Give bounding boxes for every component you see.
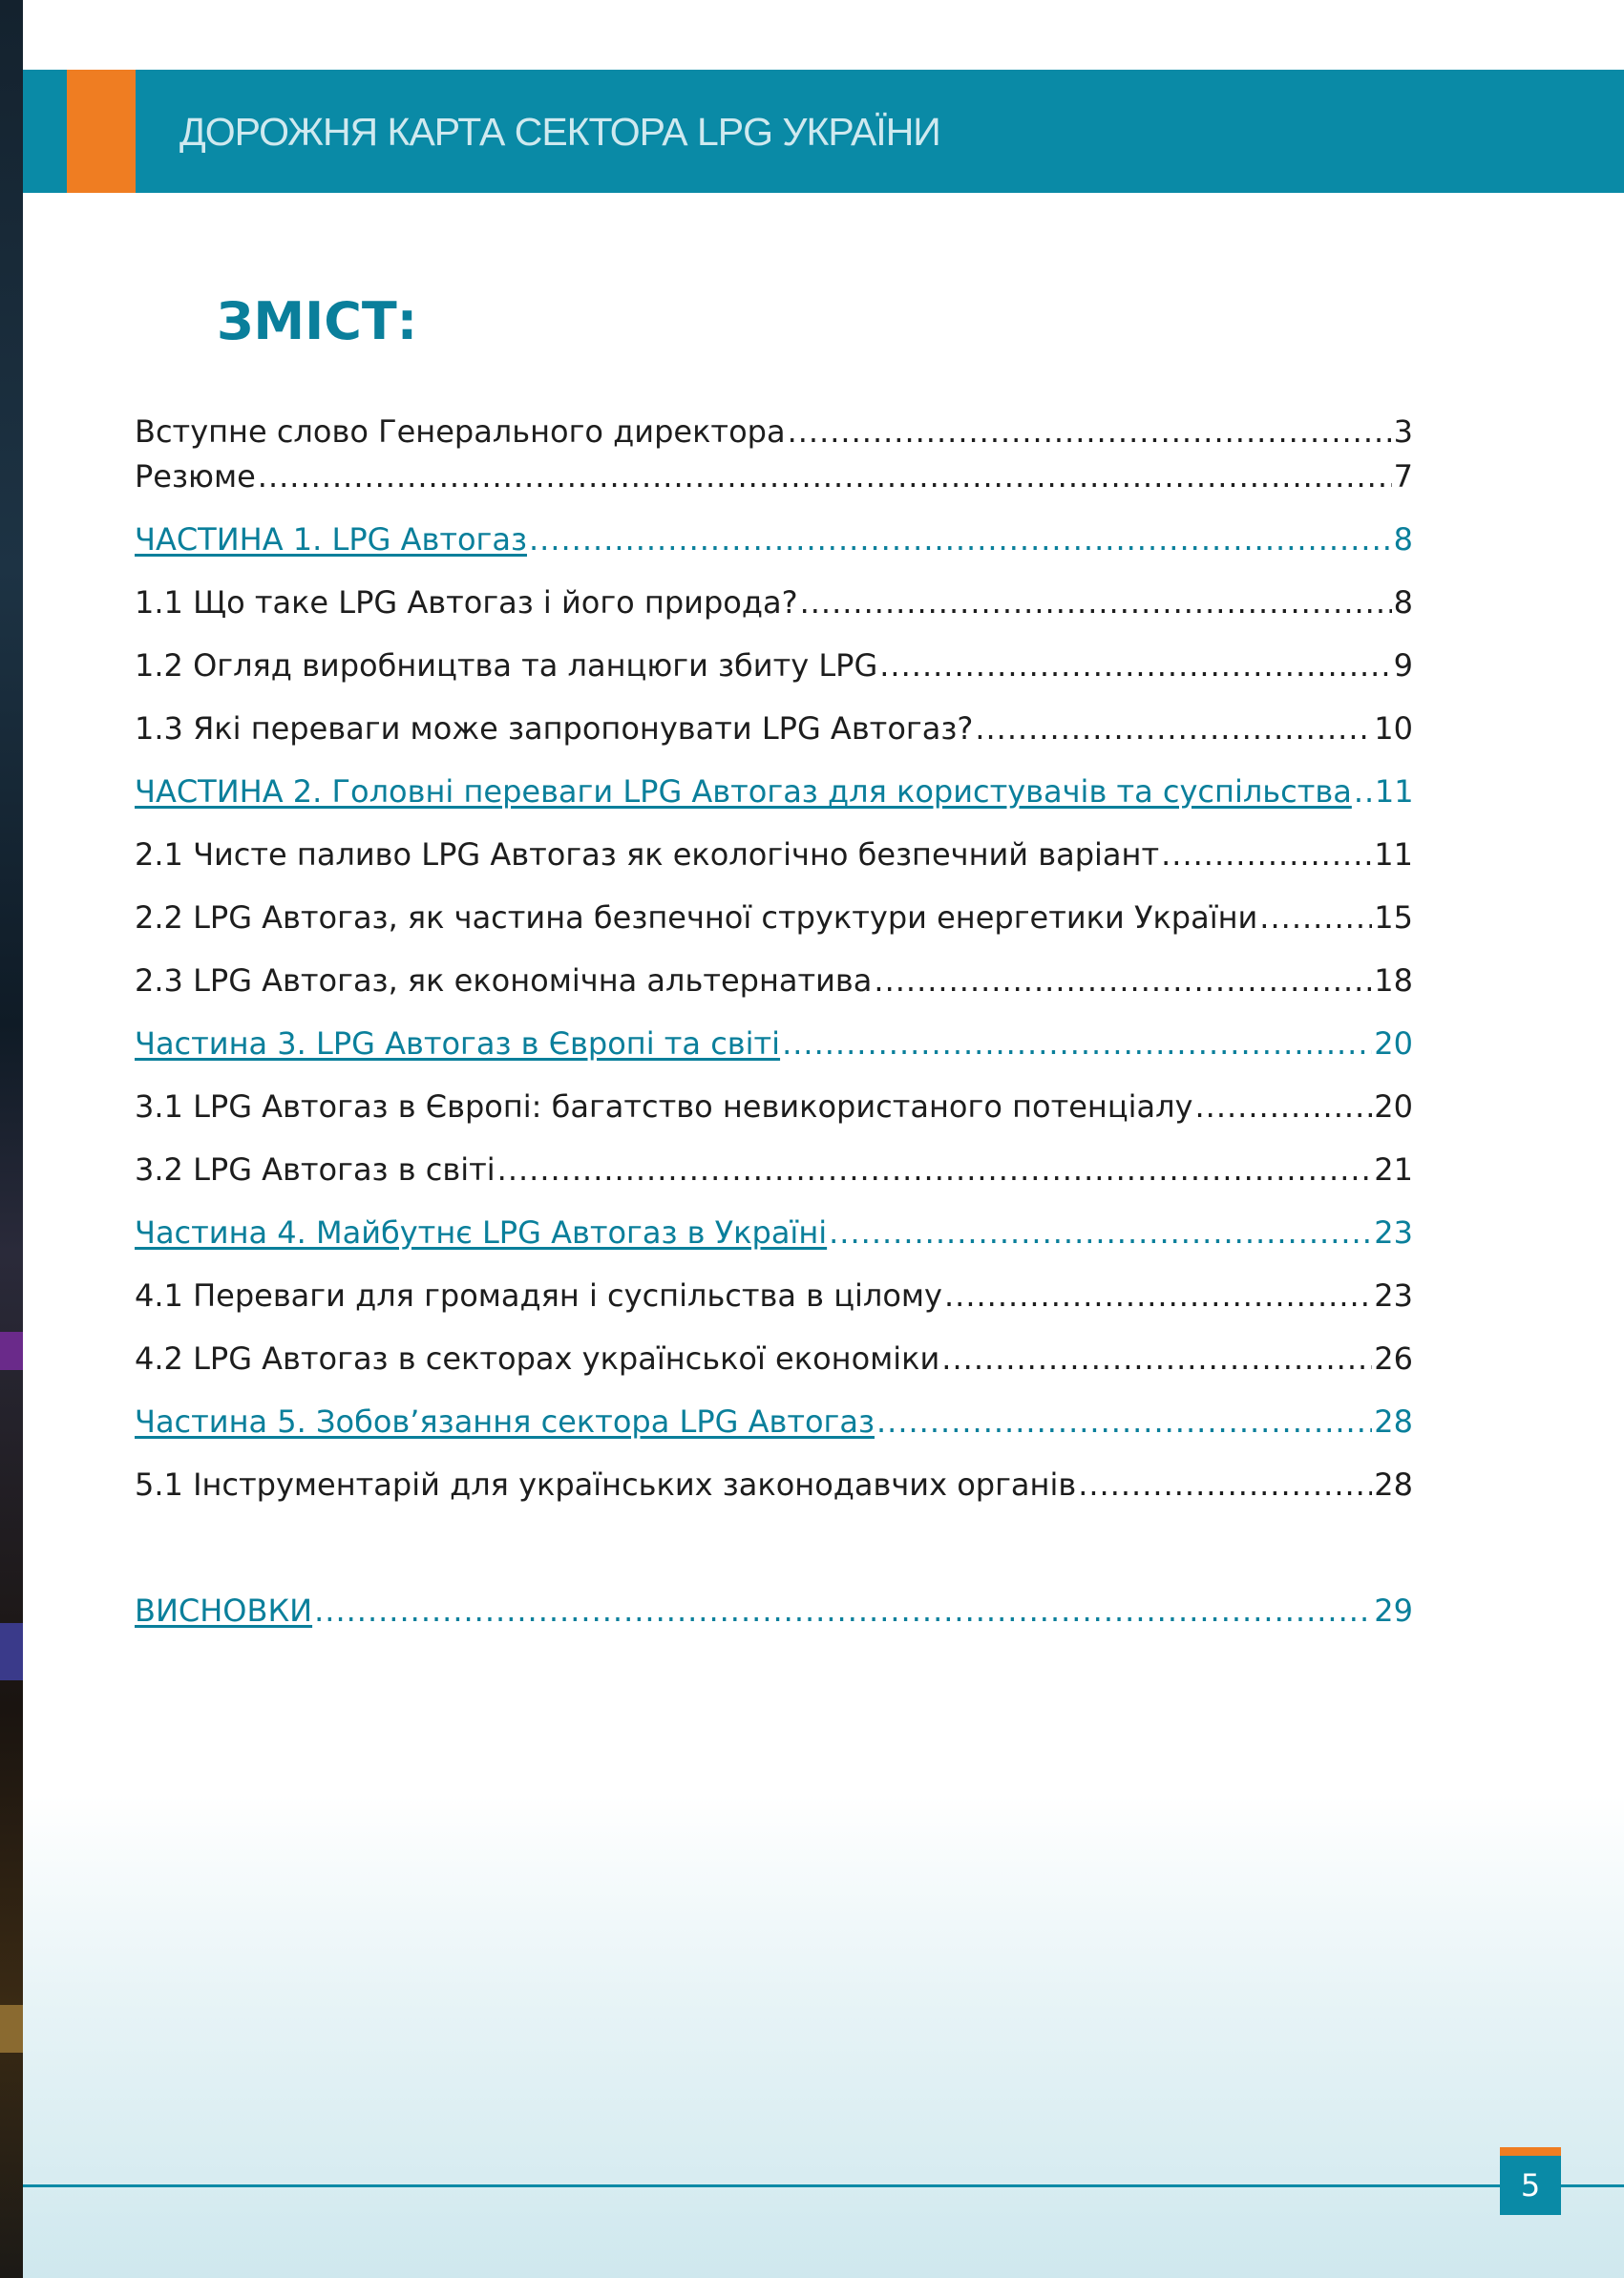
toc-entry[interactable] (135, 899, 1413, 941)
toc-entry-page: 29 (1374, 1592, 1413, 1629)
strip-light-spot (0, 1332, 23, 1370)
toc-entry-page: 3 (1393, 413, 1413, 450)
toc-entry[interactable] (135, 1277, 1413, 1319)
toc-entry-label: 1.1 Що таке LPG Автогаз і його природа? (135, 584, 798, 621)
strip-light-spot (0, 2005, 23, 2053)
toc-leader-dots (874, 962, 1372, 999)
toc-entry-page: 20 (1374, 1088, 1413, 1125)
toc-entry-label: ЧАСТИНА 1. LPG Автогаз (135, 521, 527, 558)
toc-leader-dots (782, 1025, 1372, 1062)
toc-entry-page: 18 (1374, 962, 1413, 999)
toc-entry-label: 3.2 LPG Автогаз в світі (135, 1151, 496, 1188)
toc-part-link[interactable] (135, 1025, 1413, 1067)
toc-entry[interactable] (135, 584, 1413, 626)
toc-entry-label: Частина 3. LPG Автогаз в Європі та світі (135, 1025, 781, 1062)
toc-entry-label: 4.1 Переваги для громадян і суспільства в цілому (135, 1277, 942, 1314)
toc-leader-dots (941, 1340, 1372, 1377)
toc-entry-page: 10 (1374, 710, 1413, 747)
toc-leader-dots (788, 413, 1392, 450)
toc-leader-dots (497, 1151, 1373, 1188)
toc-entry[interactable] (135, 458, 1413, 500)
toc-entry-label: 3.1 LPG Автогаз в Європі: багатство невикористаного потенціалу (135, 1088, 1193, 1125)
toc-entry-page: 28 (1374, 1466, 1413, 1503)
toc-entry-label: 4.2 LPG Автогаз в секторах української економіки (135, 1340, 940, 1377)
left-edge-photo-strip (0, 0, 23, 2278)
toc-part-link[interactable] (135, 1403, 1413, 1445)
toc-entry[interactable] (135, 1466, 1413, 1508)
toc-leader-dots (876, 1403, 1372, 1440)
toc-heading: ЗМІСТ: (217, 291, 418, 351)
toc-leader-dots (975, 710, 1372, 747)
toc-leader-dots (1078, 1466, 1372, 1503)
toc-entry-page: 15 (1374, 899, 1413, 936)
toc-leader-dots (800, 584, 1392, 621)
toc-entry-page: 7 (1393, 458, 1413, 495)
toc-entry[interactable] (135, 1340, 1413, 1382)
header-orange-accent (67, 70, 136, 193)
toc-entry-page: 28 (1374, 1403, 1413, 1440)
toc-entry-label: 1.3 Які переваги може запропонувати LPG Автогаз? (135, 710, 974, 747)
toc-part-link[interactable] (135, 1592, 1413, 1635)
toc-entry-page: 8 (1393, 521, 1413, 558)
toc-entry-label: 2.2 LPG Автогаз, як частина безпечної структури енергетики України (135, 899, 1258, 936)
toc-leader-dots (944, 1277, 1372, 1314)
toc-entry-label: Частина 4. Майбутнє LPG Автогаз в Україні (135, 1214, 828, 1251)
toc-part-link[interactable] (135, 1214, 1413, 1256)
toc-leader-dots (829, 1214, 1372, 1251)
toc-leader-dots (879, 647, 1391, 684)
toc-entry-page: 9 (1393, 647, 1413, 684)
toc-entry[interactable] (135, 647, 1413, 689)
toc-leader-dots (1194, 1088, 1372, 1125)
toc-entry-page: 8 (1393, 584, 1413, 621)
toc-part-link[interactable] (135, 521, 1413, 563)
toc-entry-label: 2.3 LPG Автогаз, як економічна альтернатива (135, 962, 873, 999)
toc-entry-label: Частина 5. Зобов’язання сектора LPG Автогаз (135, 1403, 875, 1440)
page-number-orange-accent (1500, 2147, 1561, 2156)
toc-leader-dots (258, 458, 1392, 495)
toc-leader-dots (1161, 836, 1372, 873)
strip-light-spot (0, 1623, 23, 1680)
toc-part-link[interactable] (135, 773, 1413, 815)
toc-entry-label: Резюме (135, 458, 256, 495)
toc-entry-label: 5.1 Інструментарій для українських законодавчих органів (135, 1466, 1077, 1503)
page-number: 5 (1500, 2156, 1561, 2215)
toc-entry-page: 11 (1374, 836, 1413, 873)
bottom-gradient-background (23, 1795, 1624, 2278)
toc-entry-page: 11 (1374, 773, 1414, 810)
toc-entry-page: 23 (1374, 1277, 1413, 1314)
document-title: ДОРОЖНЯ КАРТА СЕКТОРА LPG УКРАЇНИ (179, 110, 940, 154)
toc-entry-label: ВИСНОВКИ (135, 1592, 313, 1629)
toc-entry[interactable] (135, 836, 1413, 878)
toc-leader-dots (529, 521, 1392, 558)
toc-entry[interactable] (135, 710, 1413, 752)
toc-entry-label: ЧАСТИНА 2. Головні переваги LPG Автогаз для користувачів та суспільства (135, 773, 1352, 810)
toc-leader-dots (1354, 773, 1373, 810)
toc-entry-label: Вступне слово Генерального директора (135, 413, 786, 450)
toc-entry-label: 1.2 Огляд виробництва та ланцюги збиту LPG (135, 647, 878, 684)
toc-entry[interactable] (135, 1151, 1413, 1193)
toc-entry-page: 23 (1374, 1214, 1413, 1251)
toc-entry[interactable] (135, 962, 1413, 1004)
toc-entry-page: 26 (1374, 1340, 1413, 1377)
footer-rule (23, 2184, 1624, 2187)
toc-entry[interactable] (135, 413, 1413, 455)
toc-entry-page: 21 (1374, 1151, 1413, 1188)
toc-leader-dots (1259, 899, 1372, 936)
toc-entry[interactable] (135, 1088, 1413, 1130)
toc-entry-page: 20 (1374, 1025, 1413, 1062)
toc-entry-label: 2.1 Чисте паливо LPG Автогаз як екологічно безпечний варіант (135, 836, 1160, 873)
toc-leader-dots (314, 1592, 1372, 1629)
